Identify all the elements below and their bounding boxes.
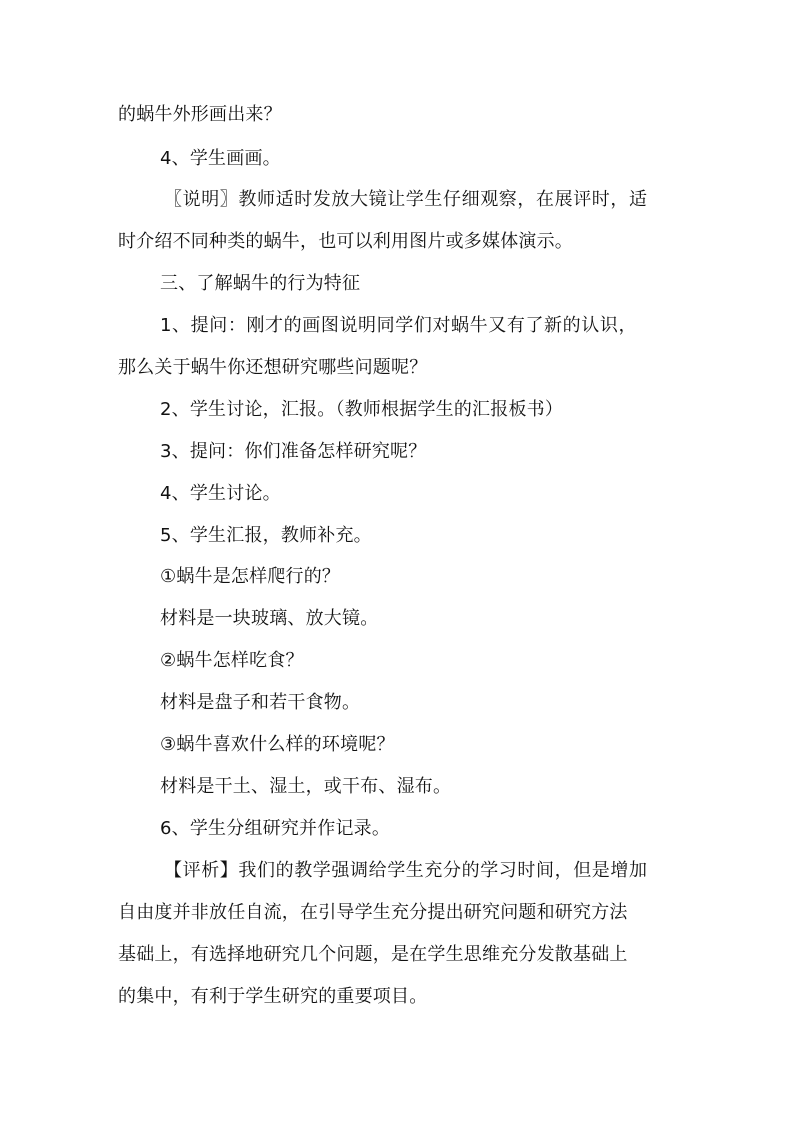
text-line: 材料是一块玻璃、放大镜。: [160, 608, 379, 629]
section-heading: 三、了解蜗牛的行为特征: [160, 273, 361, 294]
text-line: 时介绍不同种类的蜗牛，也可以利用图片或多媒体演示。: [118, 231, 573, 252]
text-line: 材料是盘子和若干食物。: [160, 692, 361, 713]
text-line: 材料是干土、湿土，或干布、湿布。: [160, 776, 452, 797]
text-line: 1、提问：刚才的画图说明同学们对蜗牛又有了新的认识，: [160, 315, 638, 336]
text-line: 那么关于蜗牛你还想研究哪些问题呢？: [118, 357, 428, 378]
text-line: 的集中，有利于学生研究的重要项目。: [118, 986, 428, 1007]
text-line: 4、学生画画。: [160, 148, 281, 169]
text-line: 〖说明〗教师适时发放大镜让学生仔细观察，在展评时，适: [164, 189, 648, 210]
text-line: 【评析】我们的教学强调给学生充分的学习时间，但是增加: [164, 860, 648, 881]
text-line: ③蜗牛喜欢什么样的环境呢？: [160, 734, 395, 755]
text-line: 3、提问：你们准备怎样研究呢？: [160, 441, 427, 462]
text-line: ①蜗牛是怎样爬行的？: [160, 566, 341, 587]
text-line: 2、学生讨论，汇报。（教师根据学生的汇报板书）: [160, 399, 564, 420]
text-line: 6、学生分组研究并作记录。: [160, 818, 391, 839]
text-line: 4、学生讨论。: [160, 483, 281, 504]
text-line: 5、学生汇报，教师补充。: [160, 525, 372, 546]
text-line: ②蜗牛怎样吃食？: [160, 650, 304, 671]
text-line: 自由度并非放任自流，在引导学生充分提出研究问题和研究方法: [118, 902, 628, 923]
text-line: 基础上，有选择地研究几个问题，是在学生思维充分发散基础上: [118, 944, 628, 965]
text-line: 的蜗牛外形画出来？: [118, 104, 282, 125]
